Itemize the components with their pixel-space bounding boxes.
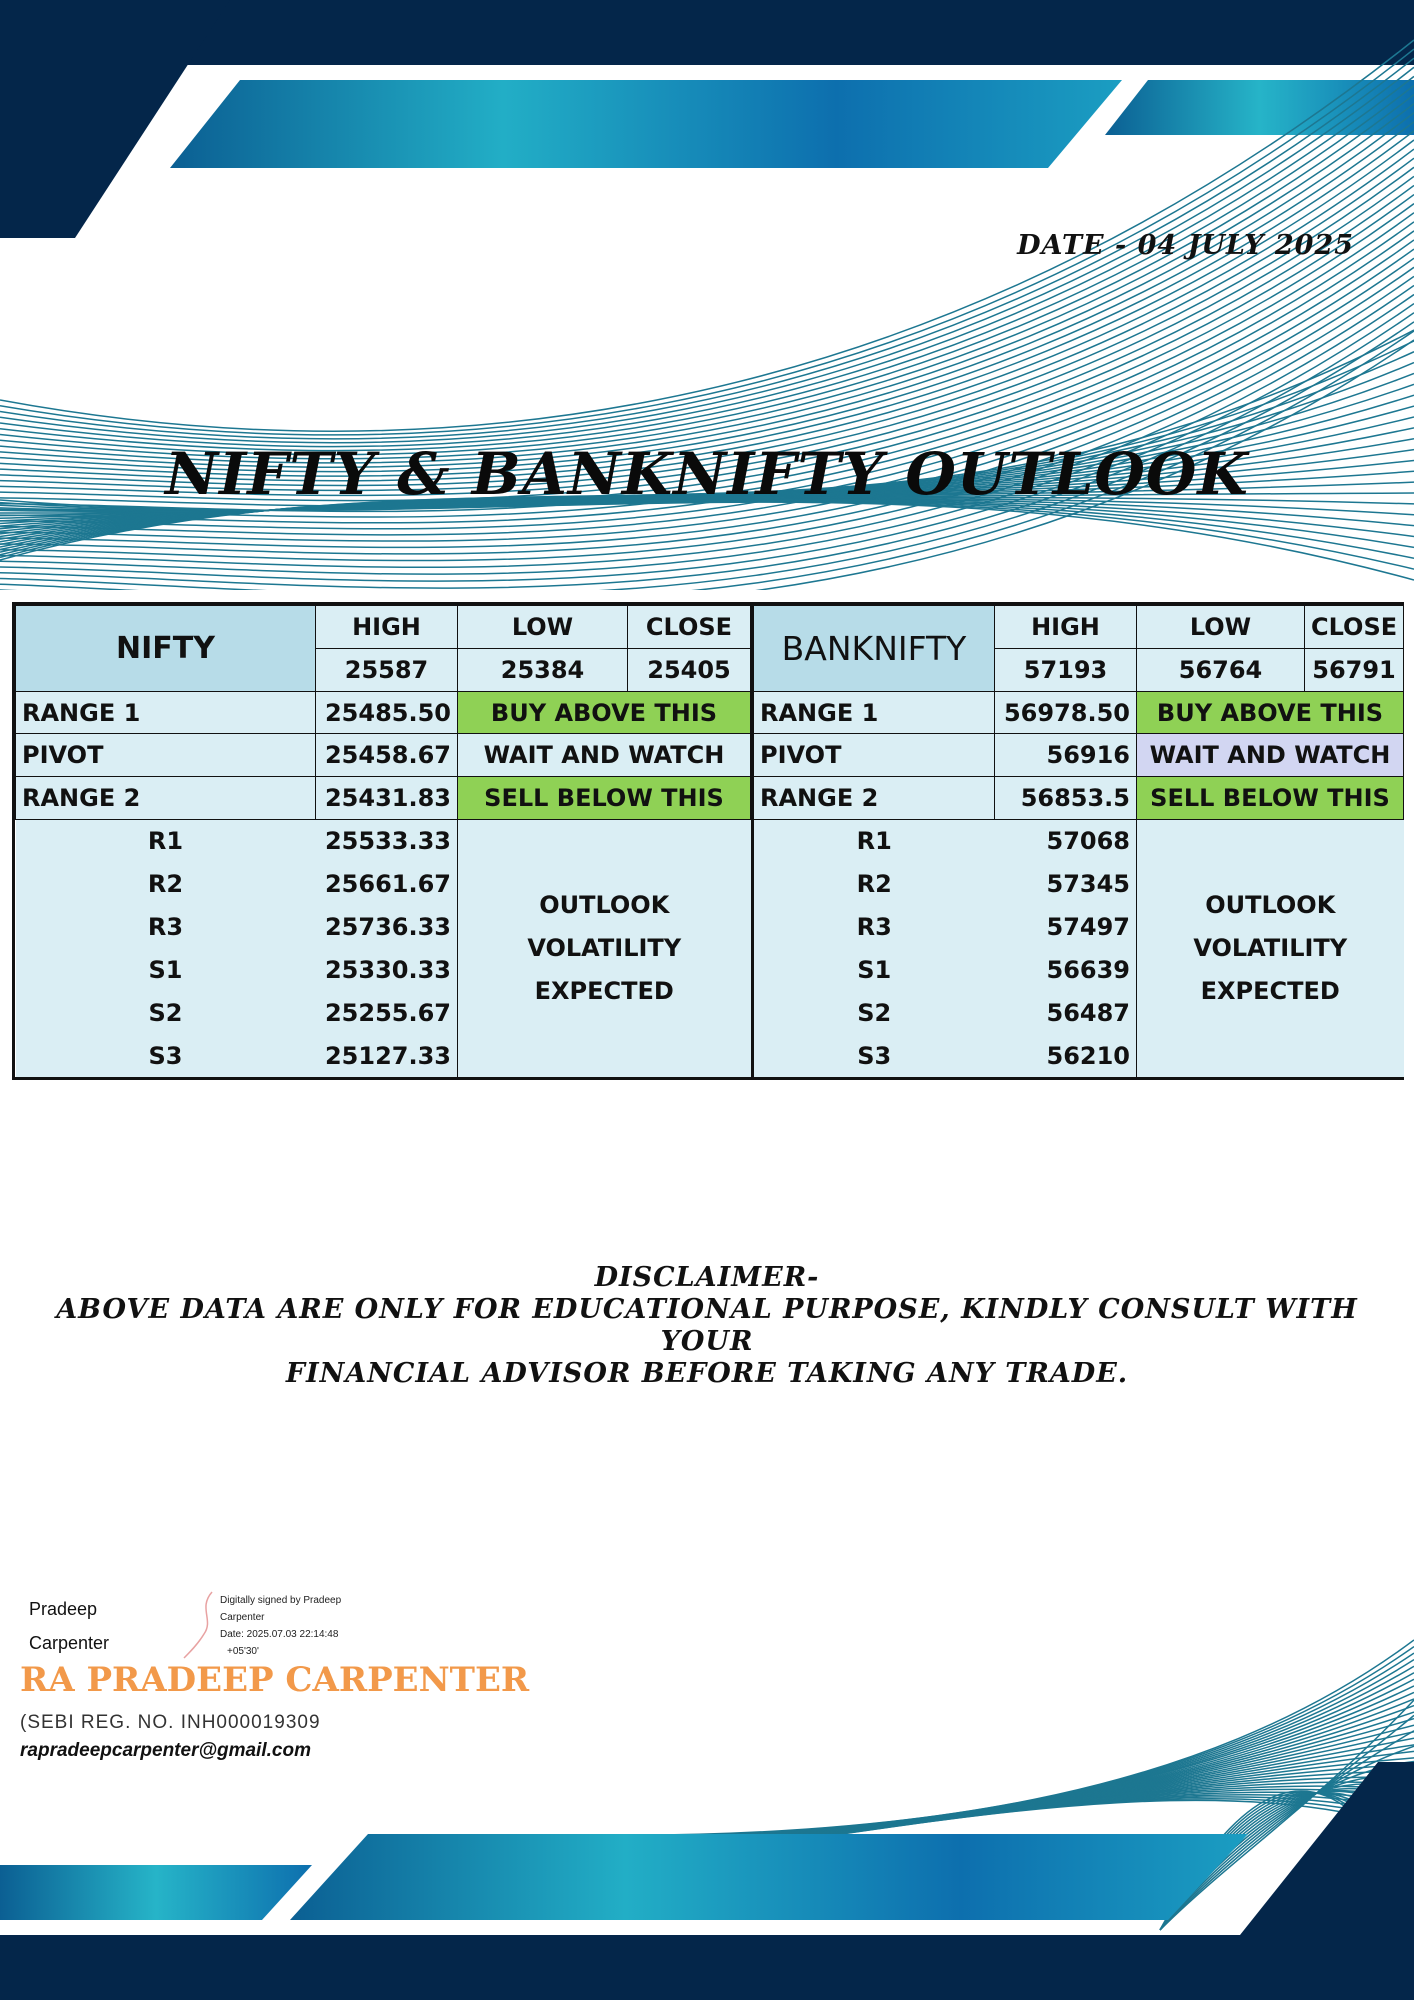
signature-mark <box>180 1590 220 1660</box>
banknifty-col-close: CLOSE <box>1305 606 1404 649</box>
nifty-outlook <box>458 820 751 1077</box>
nifty-outlook-line: EXPECTED <box>534 977 674 1006</box>
bottom-gradient-stripe <box>290 1834 1248 1920</box>
top-left-navy-block <box>0 0 230 238</box>
nifty-outlook-line: OUTLOOK <box>539 891 670 920</box>
disclaimer-heading: DISCLAIMER- <box>594 1262 820 1293</box>
banknifty-level-value: 57068 <box>995 820 1137 863</box>
nifty-level-value: 25533.33 <box>316 820 458 863</box>
sebi-registration: (SEBI REG. NO. INH000019309 <box>20 1712 321 1733</box>
banknifty-level-label: R2 <box>753 863 995 906</box>
banknifty-outlook-line: OUTLOOK <box>1205 891 1336 920</box>
nifty-col-close: CLOSE <box>628 606 751 649</box>
banknifty-pivot-value: 56916 <box>995 734 1137 777</box>
nifty-col-high: HIGH <box>316 606 458 649</box>
disclaimer-text: ABOVE DATA ARE ONLY FOR EDUCATIONAL PURPOSE, KINDLY CONSULT WITH YOUR <box>56 1294 1358 1357</box>
nifty-level-label: R1 <box>16 820 316 863</box>
digital-signature-info <box>220 1592 341 1660</box>
banknifty-pivot-label: PIVOT <box>753 734 995 777</box>
banknifty-outlook-line: EXPECTED <box>1200 977 1340 1006</box>
banknifty-range2-value: 56853.5 <box>995 777 1137 820</box>
bottom-navy-bar <box>0 1935 1414 2000</box>
disclaimer-text: FINANCIAL ADVISOR BEFORE TAKING ANY TRADE. <box>285 1358 1129 1389</box>
signature-name-line: Pradeep <box>29 1599 98 1619</box>
banknifty-level-value: 57497 <box>995 906 1137 949</box>
banknifty-level-label: R3 <box>753 906 995 949</box>
nifty-range1-action: BUY ABOVE THIS <box>458 691 751 734</box>
banknifty-level-label: S3 <box>753 1034 995 1077</box>
bottom-left-gradient-stripe <box>0 1865 312 1920</box>
nifty-low: 25384 <box>458 648 628 691</box>
nifty-range1-value: 25485.50 <box>316 691 458 734</box>
report-date: DATE - 04 JULY 2025 <box>1017 230 1354 261</box>
banknifty-low: 56764 <box>1137 648 1305 691</box>
nifty-range1-label: RANGE 1 <box>16 691 316 734</box>
banknifty-close: 56791 <box>1305 648 1404 691</box>
nifty-outlook-line: VOLATILITY <box>527 934 682 963</box>
banknifty-high: 57193 <box>995 648 1137 691</box>
nifty-level-label: R2 <box>16 863 316 906</box>
top-gradient-stripe <box>170 80 1122 168</box>
nifty-table <box>15 605 751 1077</box>
nifty-level-label: S3 <box>16 1034 316 1077</box>
banknifty-range1-label: RANGE 1 <box>753 691 995 734</box>
nifty-high: 25587 <box>316 648 458 691</box>
banknifty-level-label: R1 <box>753 820 995 863</box>
nifty-level-value: 25255.67 <box>316 991 458 1034</box>
nifty-close: 25405 <box>628 648 751 691</box>
nifty-level-value: 25736.33 <box>316 906 458 949</box>
banknifty-level-value: 56639 <box>995 949 1137 992</box>
banknifty-name: BANKNIFTY <box>753 606 995 692</box>
nifty-name: NIFTY <box>16 606 316 692</box>
banknifty-level-value: 57345 <box>995 863 1137 906</box>
nifty-range2-action: SELL BELOW THIS <box>458 777 751 820</box>
banknifty-level-value: 56487 <box>995 991 1137 1034</box>
contact-email[interactable]: rapradeepcarpenter@gmail.com <box>20 1740 311 1761</box>
signature-info-line: Carpenter <box>220 1612 265 1623</box>
banknifty-range2-label: RANGE 2 <box>753 777 995 820</box>
signature-info-line: +05'30' <box>227 1646 259 1657</box>
disclaimer <box>40 1262 1374 1390</box>
brand-name: RA PRADEEP CARPENTER <box>20 1660 530 1700</box>
banknifty-outlook <box>1137 820 1404 1077</box>
banknifty-level-value: 56210 <box>995 1034 1137 1077</box>
banknifty-range2-action: SELL BELOW THIS <box>1137 777 1404 820</box>
banknifty-table <box>751 605 1404 1077</box>
signature-info-line: Digitally signed by Pradeep <box>220 1595 342 1606</box>
wave-line <box>560 1699 1414 1847</box>
banknifty-pivot-action: WAIT AND WATCH <box>1137 734 1404 777</box>
banknifty-col-low: LOW <box>1137 606 1305 649</box>
banknifty-range1-action: BUY ABOVE THIS <box>1137 691 1404 734</box>
banknifty-level-label: S1 <box>753 949 995 992</box>
outlook-tables <box>12 602 1404 1080</box>
top-right-gradient-stripe <box>1105 80 1414 135</box>
signature-name-line: Carpenter <box>29 1633 110 1653</box>
nifty-level-label: S2 <box>16 991 316 1034</box>
nifty-level-value: 25330.33 <box>316 949 458 992</box>
nifty-level-value: 25661.67 <box>316 863 458 906</box>
nifty-level-label: S1 <box>16 949 316 992</box>
page-title: NIFTY & BANKNIFTY OUTLOOK <box>165 440 1249 508</box>
banknifty-outlook-line: VOLATILITY <box>1193 934 1348 963</box>
banknifty-range1-value: 56978.50 <box>995 691 1137 734</box>
nifty-range2-value: 25431.83 <box>316 777 458 820</box>
nifty-level-label: R3 <box>16 906 316 949</box>
nifty-pivot-label: PIVOT <box>16 734 316 777</box>
nifty-pivot-action: WAIT AND WATCH <box>458 734 751 777</box>
banknifty-col-high: HIGH <box>995 606 1137 649</box>
nifty-level-value: 25127.33 <box>316 1034 458 1077</box>
nifty-pivot-value: 25458.67 <box>316 734 458 777</box>
signature-info-line: Date: 2025.07.03 22:14:48 <box>220 1629 339 1640</box>
nifty-col-low: LOW <box>458 606 628 649</box>
nifty-range2-label: RANGE 2 <box>16 777 316 820</box>
signature-name <box>29 1592 109 1660</box>
banknifty-level-label: S2 <box>753 991 995 1034</box>
